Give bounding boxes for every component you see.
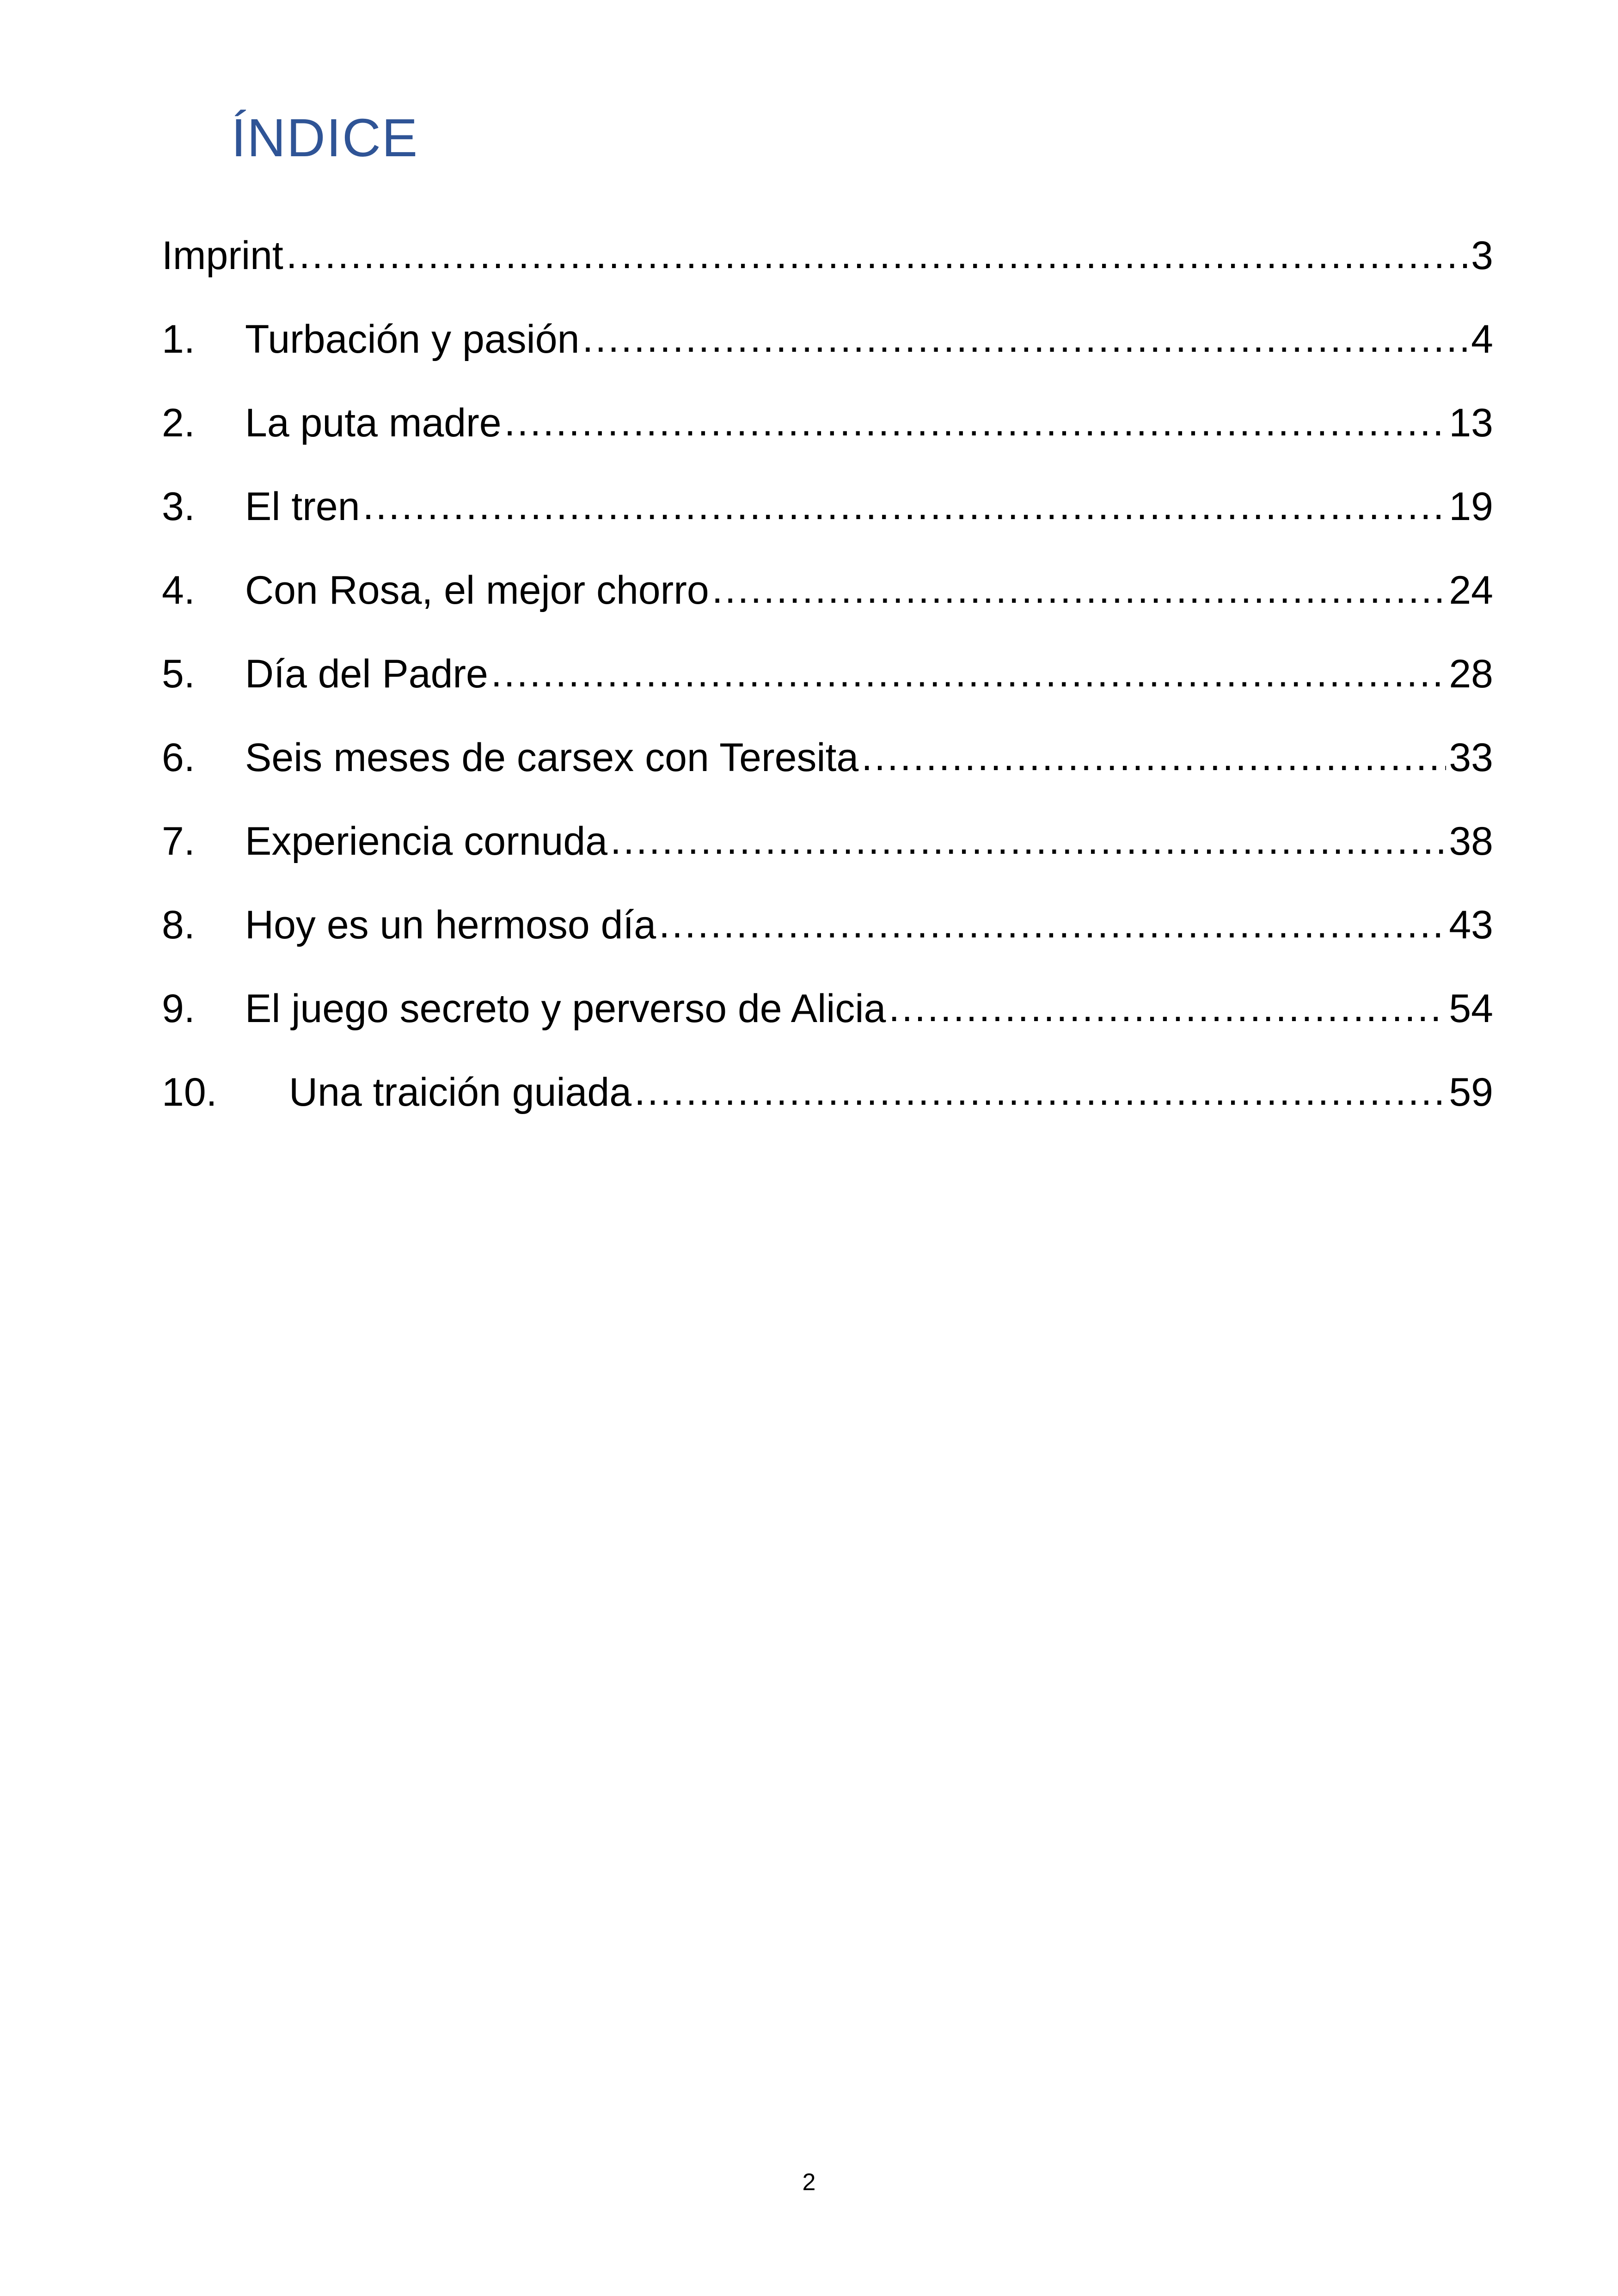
toc-leader-dots (582, 318, 1468, 358)
toc-entry-number: 3. (162, 484, 195, 529)
toc-entry-title: Turbación y pasión (245, 317, 580, 361)
toc-entry-page: 43 (1449, 903, 1493, 947)
toc-entry-page: 4 (1471, 317, 1493, 361)
toc-leader-dots (504, 402, 1446, 442)
toc-entry-number: 2. (162, 401, 195, 445)
toc-entry[interactable] (162, 233, 1493, 319)
toc-leader-dots (634, 1071, 1446, 1111)
toc-entry-title: El tren (245, 484, 360, 529)
toc-entry-page: 28 (1449, 652, 1493, 696)
toc-entry[interactable] (162, 735, 1493, 821)
toc-entry-number: 9. (162, 986, 195, 1031)
toc-entry[interactable] (162, 570, 1493, 654)
toc-leader-dots (491, 653, 1446, 693)
toc-entry-number: 1. (162, 317, 195, 361)
toc-entry-page: 54 (1449, 986, 1493, 1031)
toc-entry-title: Imprint (162, 233, 283, 278)
toc-entry-number: 10. (162, 1070, 217, 1114)
page-number: 2 (802, 2169, 816, 2196)
toc-entry-page: 33 (1449, 735, 1493, 780)
toc-entry-page: 13 (1449, 401, 1493, 445)
toc-entry-number: 5. (162, 652, 195, 696)
page-title: ÍNDICE (231, 108, 419, 168)
toc-entry[interactable] (162, 986, 1493, 1072)
toc-entry-title: Experiencia cornuda (245, 819, 608, 863)
toc-entry-page: 59 (1449, 1070, 1493, 1114)
toc-leader-dots (889, 988, 1446, 1028)
toc-leader-dots (363, 486, 1446, 526)
toc-entry-title: La puta madre (245, 401, 502, 445)
toc-entry[interactable] (162, 319, 1493, 403)
toc-entry-title: Con Rosa, el mejor chorro (245, 568, 709, 612)
toc-entry-page: 24 (1449, 568, 1493, 612)
toc-entry-page: 38 (1449, 819, 1493, 863)
toc-leader-dots (861, 737, 1446, 777)
toc-entry[interactable] (162, 403, 1493, 487)
toc-leader-dots (659, 904, 1446, 944)
toc-entry-page: 3 (1471, 233, 1493, 278)
toc-entry-number: 6. (162, 735, 195, 780)
toc-entry[interactable] (162, 1072, 1493, 1156)
toc-entry-title: Hoy es un hermoso día (245, 903, 656, 947)
toc-leader-dots (610, 820, 1446, 860)
toc-entry[interactable] (162, 821, 1493, 905)
toc-entry-title: Seis meses de carsex con Teresita (245, 735, 859, 780)
toc-entry-page: 19 (1449, 484, 1493, 529)
toc-entry-title: El juego secreto y perverso de Alicia (245, 986, 886, 1031)
toc-leader-dots (712, 569, 1446, 609)
toc-entry[interactable] (162, 484, 1493, 570)
toc-entry-title: Día del Padre (245, 652, 488, 696)
toc-entry-number: 4. (162, 568, 195, 612)
table-of-contents (162, 233, 1493, 1156)
toc-entry[interactable] (162, 905, 1493, 989)
toc-entry-number: 7. (162, 819, 195, 863)
toc-entry-number: 8. (162, 903, 195, 947)
toc-entry-title: Una traición guiada (289, 1070, 632, 1114)
toc-entry[interactable] (162, 654, 1493, 738)
toc-leader-dots (286, 235, 1468, 275)
